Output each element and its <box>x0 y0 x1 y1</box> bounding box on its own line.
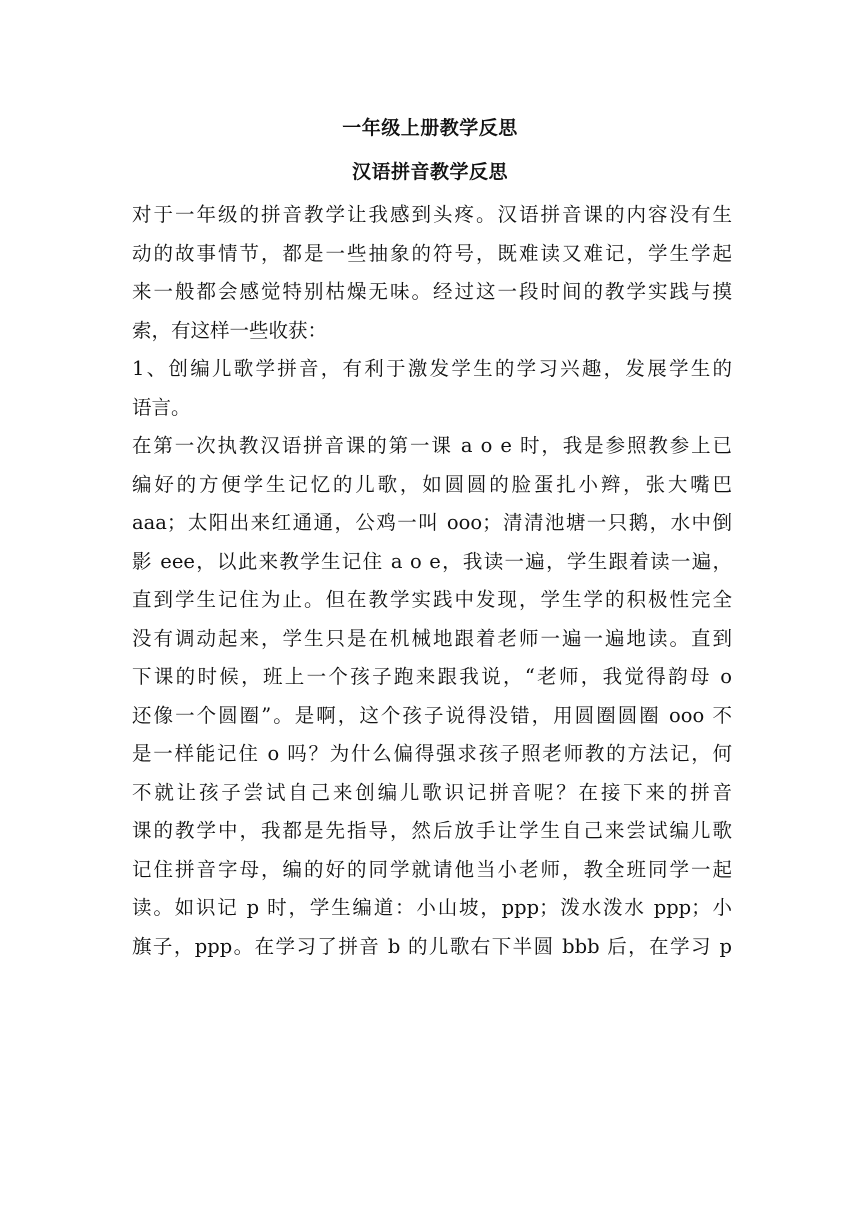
text-line: 来一般都会感觉特别枯燥无味。经过这一段时间的教学实践与摸 <box>132 280 732 303</box>
text-line: 不就让孩子尝试自己来创编儿歌识记拼音呢？在接下来的拼音 <box>132 780 732 804</box>
text-line: 语言。 <box>132 395 191 419</box>
document-title: 一年级上册教学反思 <box>342 117 518 139</box>
text-line: 是一样能记住 o 吗？为什么偏得强求孩子照老师教的方法记，何 <box>132 742 732 765</box>
text-line: 没有调动起来，学生只是在机械地跟着老师一遍一遍地读。直到 <box>132 626 732 650</box>
text-line: 课的教学中，我都是先指导，然后放手让学生自己来尝试编儿歌 <box>132 819 732 842</box>
text-line: 记住拼音字母，编的好的同学就请他当小老师，教全班同学一起 <box>132 857 732 881</box>
text-line: 还像一个圆圈”。是啊，这个孩子说得没错，用圆圈圆圈 ooo 不 <box>132 703 732 727</box>
text-line: 编好的方便学生记忆的儿歌，如圆圆的脸蛋扎小辫，张大嘴巴 <box>132 472 732 496</box>
text-line: 读。如识记 p 时，学生编道：小山坡，ppp；泼水泼水 ppp；小 <box>132 896 732 919</box>
text-line: 直到学生记住为止。但在教学实践中发现，学生学的积极性完全 <box>132 588 732 611</box>
text-line: 动的故事情节，都是一些抽象的符号，既难读又难记，学生学起 <box>132 241 732 265</box>
text-line: 下课的时候，班上一个孩子跑来跟我说，“老师，我觉得韵母 o <box>132 665 732 688</box>
text-line: aaa；太阳出来红通通，公鸡一叫 ooo；清清池塘一只鹅，水中倒 <box>132 511 732 534</box>
document-subtitle: 汉语拼音教学反思 <box>351 161 508 183</box>
text-line: 旗子，ppp。在学习了拼音 b 的儿歌右下半圆 bbb 后，在学习 p <box>132 934 732 958</box>
text-line: 索，有这样一些收获： <box>132 318 328 342</box>
text-line: 在第一次执教汉语拼音课的第一课 a o e 时，我是参照教参上已 <box>132 434 732 457</box>
text-line: 影 eee，以此来教学生记住 a o e，我读一遍，学生跟着读一遍， <box>132 549 732 573</box>
document-body <box>132 203 732 973</box>
text-line: 1、创编儿歌学拼音，有利于激发学生的学习兴趣，发展学生的 <box>132 357 732 380</box>
text-line: 对于一年级的拼音教学让我感到头疼。汉语拼音课的内容没有生 <box>132 203 732 226</box>
